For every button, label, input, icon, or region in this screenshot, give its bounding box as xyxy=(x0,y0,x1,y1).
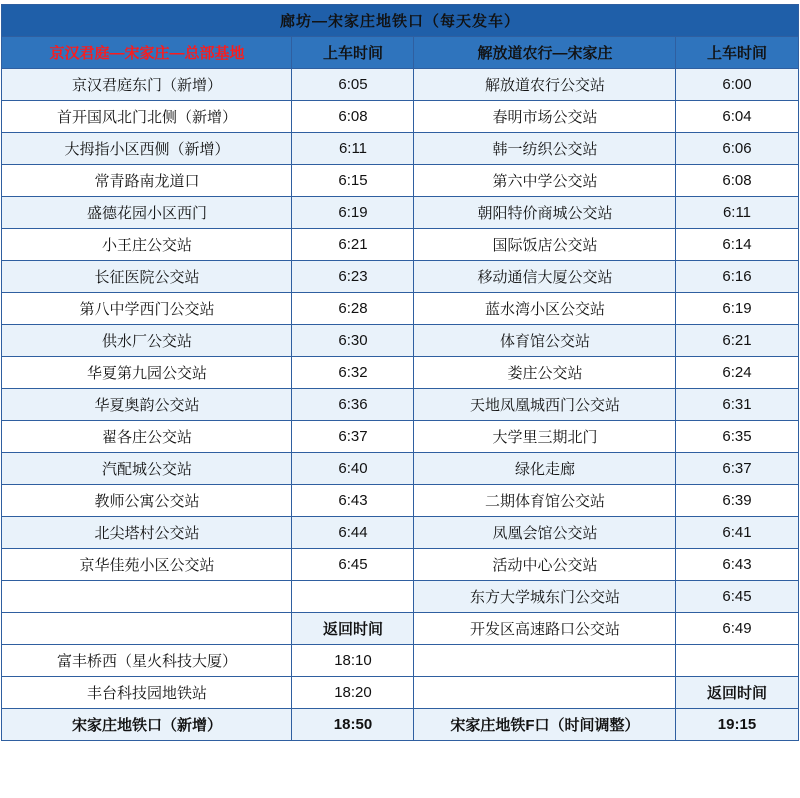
table-row xyxy=(2,549,798,581)
stop-time-b: 6:19 xyxy=(676,293,798,325)
stop-time-a: 6:36 xyxy=(292,389,414,421)
stop-time-a: 6:23 xyxy=(292,261,414,293)
stop-name-b: 开发区高速路口公交站 xyxy=(414,613,676,645)
stop-name-a: 长征医院公交站 xyxy=(2,261,292,293)
stop-time-a: 6:08 xyxy=(292,101,414,133)
stop-name-b: 绿化走廊 xyxy=(414,453,676,485)
stop-time-a: 6:28 xyxy=(292,293,414,325)
bus-timetable xyxy=(1,4,798,741)
stop-name-a: 华夏奥韵公交站 xyxy=(2,389,292,421)
stop-time-a: 6:37 xyxy=(292,421,414,453)
stop-time-a: 6:19 xyxy=(292,197,414,229)
stop-name-a: 华夏第九园公交站 xyxy=(2,357,292,389)
stop-name-b: 第六中学公交站 xyxy=(414,165,676,197)
stop-name-b: 国际饭店公交站 xyxy=(414,229,676,261)
stop-time-a: 18:10 xyxy=(292,645,414,677)
stop-time-a: 6:11 xyxy=(292,133,414,165)
stop-time-a: 6:40 xyxy=(292,453,414,485)
table-row xyxy=(2,581,798,613)
stop-time-b: 6:14 xyxy=(676,229,798,261)
stop-time-a: 6:05 xyxy=(292,69,414,101)
stop-name-b: 体育馆公交站 xyxy=(414,325,676,357)
stop-name-b xyxy=(414,677,676,709)
stop-time-b: 6:08 xyxy=(676,165,798,197)
stop-name-b: 蓝水湾小区公交站 xyxy=(414,293,676,325)
table-row xyxy=(2,325,798,357)
stop-time-b: 6:37 xyxy=(676,453,798,485)
stop-time-a: 6:21 xyxy=(292,229,414,261)
header-row xyxy=(2,37,798,69)
table-row xyxy=(2,389,798,421)
stop-name-a: 小王庄公交站 xyxy=(2,229,292,261)
table-row xyxy=(2,709,798,741)
table-row xyxy=(2,645,798,677)
stop-name-a: 教师公寓公交站 xyxy=(2,485,292,517)
stop-time-a: 6:32 xyxy=(292,357,414,389)
stop-name-a: 京华佳苑小区公交站 xyxy=(2,549,292,581)
table-row xyxy=(2,613,798,645)
stop-time-b: 6:31 xyxy=(676,389,798,421)
stop-time-b: 6:43 xyxy=(676,549,798,581)
stop-time-b: 6:21 xyxy=(676,325,798,357)
stop-time-b: 6:16 xyxy=(676,261,798,293)
stop-name-a: 汽配城公交站 xyxy=(2,453,292,485)
stop-name-b: 活动中心公交站 xyxy=(414,549,676,581)
header-route-a: 京汉君庭—宋家庄—总部基地 xyxy=(2,37,292,69)
stop-time-a: 6:44 xyxy=(292,517,414,549)
return-time-label-b: 返回时间 xyxy=(676,677,798,709)
stop-name-b: 解放道农行公交站 xyxy=(414,69,676,101)
table-row xyxy=(2,485,798,517)
stop-name-b-highlight: 宋家庄地铁F口（时间调整） xyxy=(414,709,676,741)
table-row xyxy=(2,261,798,293)
stop-time-b: 6:06 xyxy=(676,133,798,165)
table-row xyxy=(2,197,798,229)
stop-time-b: 6:24 xyxy=(676,357,798,389)
stop-time-b: 6:49 xyxy=(676,613,798,645)
stop-time-a: 6:43 xyxy=(292,485,414,517)
table-row xyxy=(2,101,798,133)
stop-name-b: 韩一纺织公交站 xyxy=(414,133,676,165)
stop-time-b: 6:04 xyxy=(676,101,798,133)
stop-name-a: 大拇指小区西侧（新增） xyxy=(2,133,292,165)
title-row xyxy=(2,5,798,37)
stop-name-b: 春明市场公交站 xyxy=(414,101,676,133)
stop-name-a: 首开国风北门北侧（新增） xyxy=(2,101,292,133)
stop-time-a: 6:30 xyxy=(292,325,414,357)
header-time-a: 上车时间 xyxy=(292,37,414,69)
header-time-b: 上车时间 xyxy=(676,37,798,69)
table-row xyxy=(2,421,798,453)
stop-name-b: 二期体育馆公交站 xyxy=(414,485,676,517)
stop-name-a xyxy=(2,581,292,613)
stop-time-b: 6:45 xyxy=(676,581,798,613)
stop-time-b: 6:35 xyxy=(676,421,798,453)
table-row xyxy=(2,133,798,165)
stop-time-a-highlight: 18:50 xyxy=(292,709,414,741)
table-row xyxy=(2,453,798,485)
stop-name-b: 大学里三期北门 xyxy=(414,421,676,453)
table-row xyxy=(2,229,798,261)
stop-name-a-highlight: 宋家庄地铁口（新增） xyxy=(2,709,292,741)
page-title: 廊坊—宋家庄地铁口（每天发车） xyxy=(2,5,798,37)
stop-name-b: 凤凰会馆公交站 xyxy=(414,517,676,549)
stop-name-b: 娄庄公交站 xyxy=(414,357,676,389)
stop-name-a: 京汉君庭东门（新增） xyxy=(2,69,292,101)
stop-time-b: 6:00 xyxy=(676,69,798,101)
stop-name-a: 翟各庄公交站 xyxy=(2,421,292,453)
stop-time-a xyxy=(292,581,414,613)
stop-name-a: 盛德花园小区西门 xyxy=(2,197,292,229)
stop-time-b xyxy=(676,645,798,677)
stop-name-a: 第八中学西门公交站 xyxy=(2,293,292,325)
stop-name-b: 移动通信大厦公交站 xyxy=(414,261,676,293)
stop-name-a: 北尖塔村公交站 xyxy=(2,517,292,549)
stop-name-b: 东方大学城东门公交站 xyxy=(414,581,676,613)
stop-time-a: 6:15 xyxy=(292,165,414,197)
stop-time-b: 6:41 xyxy=(676,517,798,549)
return-time-label-a: 返回时间 xyxy=(292,613,414,645)
stop-time-b-highlight: 19:15 xyxy=(676,709,798,741)
stop-time-b: 6:39 xyxy=(676,485,798,517)
stop-name-a: 丰台科技园地铁站 xyxy=(2,677,292,709)
stop-name-a: 供水厂公交站 xyxy=(2,325,292,357)
table-row xyxy=(2,677,798,709)
table-row xyxy=(2,165,798,197)
stop-name-b xyxy=(414,645,676,677)
stop-time-b: 6:11 xyxy=(676,197,798,229)
stop-time-a: 6:45 xyxy=(292,549,414,581)
stop-name-a: 富丰桥西（星火科技大厦） xyxy=(2,645,292,677)
stop-name-b: 天地凤凰城西门公交站 xyxy=(414,389,676,421)
table-row xyxy=(2,69,798,101)
table-row xyxy=(2,293,798,325)
stop-name-a: 常青路南龙道口 xyxy=(2,165,292,197)
stop-time-a: 18:20 xyxy=(292,677,414,709)
stop-name-a xyxy=(2,613,292,645)
stop-name-b: 朝阳特价商城公交站 xyxy=(414,197,676,229)
table-row xyxy=(2,357,798,389)
header-route-b: 解放道农行—宋家庄 xyxy=(414,37,676,69)
table-row xyxy=(2,517,798,549)
